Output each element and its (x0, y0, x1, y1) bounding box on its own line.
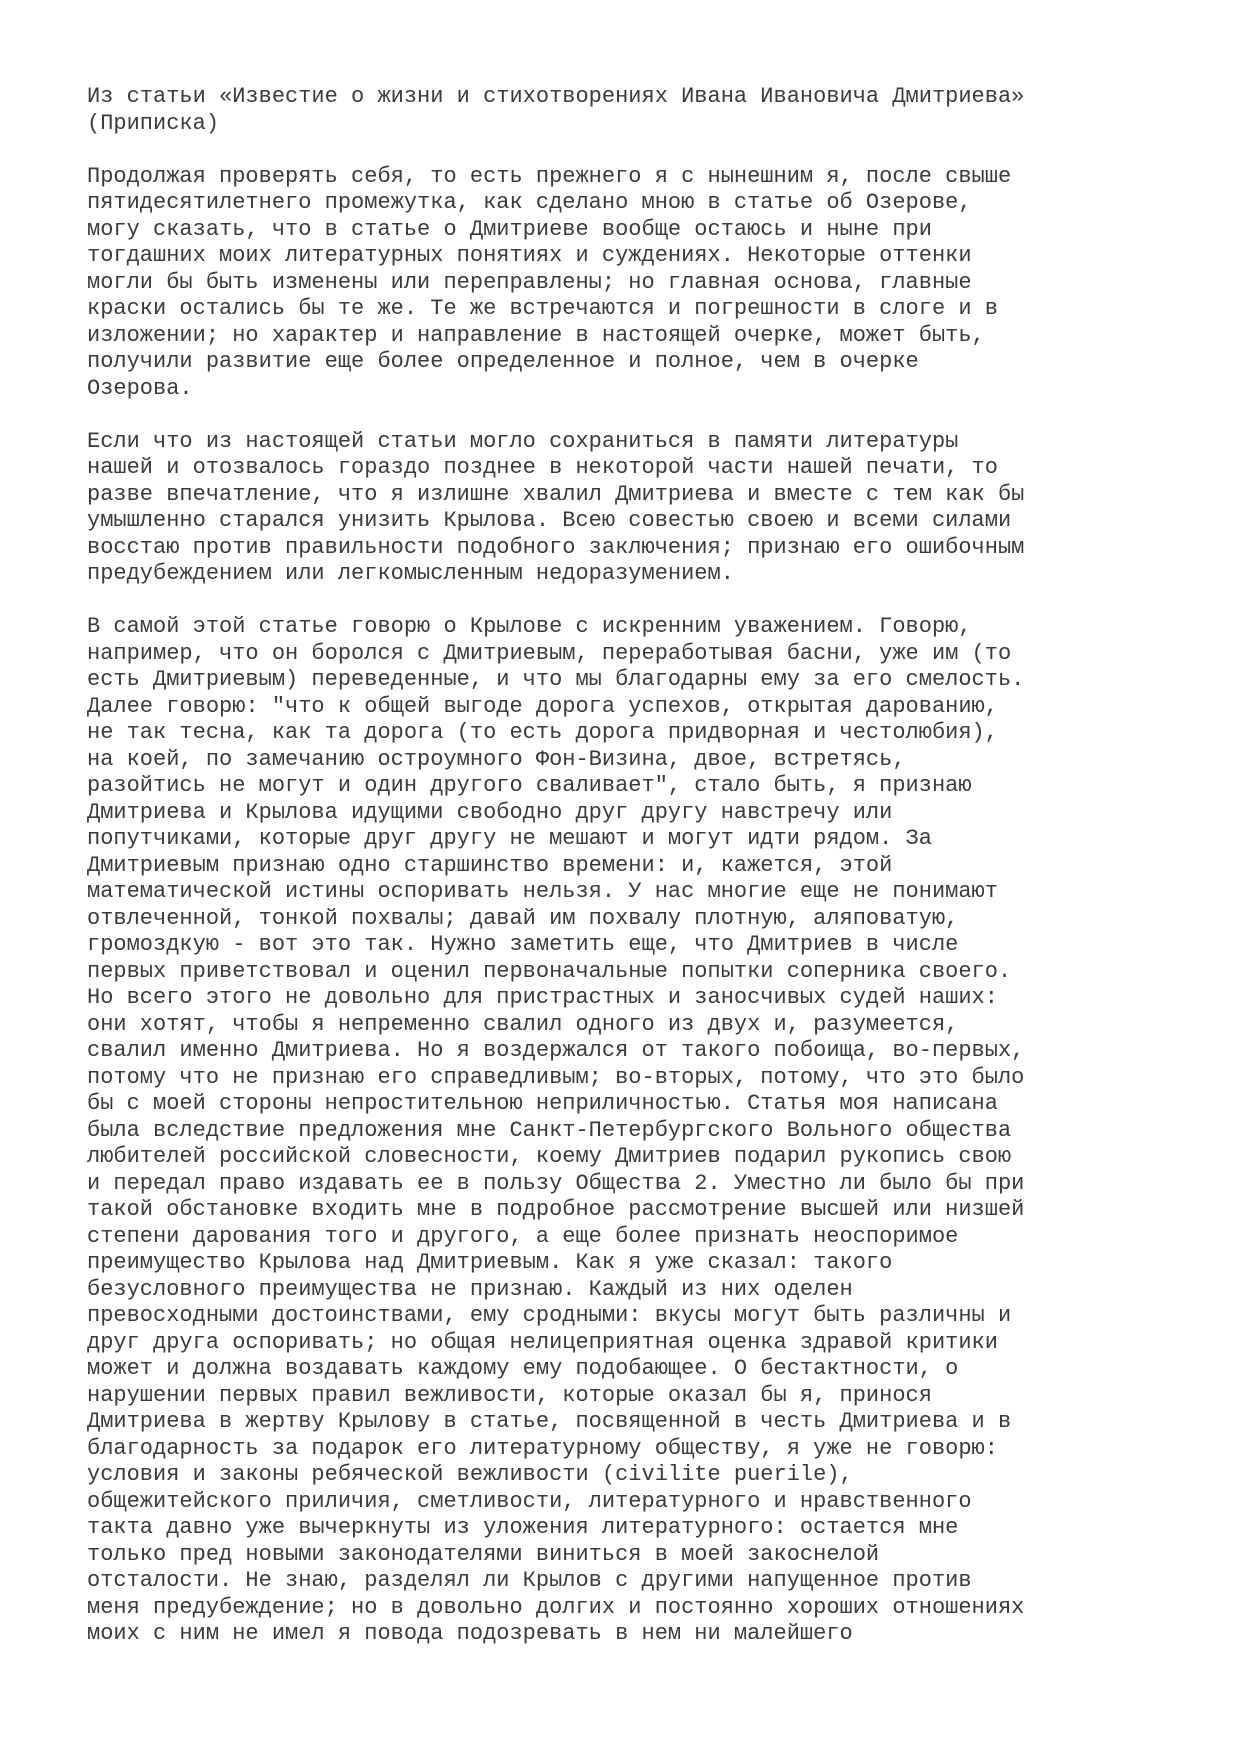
paragraph-1: Продолжая проверять себя, то есть прежнего я с нынешним я, после свыше пятидесятилетнего промежутка, как сделано мною в статье об Озерове, могу сказать, что в статье о Дмитриеве вообще остаюсь и ныне при тогдашних моих литературных понятиях и суждениях. Некоторые оттенки могли бы быть изменены или переправлены; но главная основа, главные краски остались бы те же. Те же встречаются и погрешности в слоге и в изложении; но характер и направление в настоящей очерке, может быть, получили развитие еще более определенное и полное, чем в очерке Озерова. (87, 163, 1012, 401)
paragraph-2: Если что из настоящей статьи могло сохраниться в памяти литературы нашей и отозвалось гораздо позднее в некоторой части нашей печати, то разве впечатление, что я излишне хвалил Дмитриева и вместе с тем как бы умышленно старался унизить Крылова. Всею совестью своею и всеми силами восстаю против правильности подобного заключения; признаю его ошибочным предубеждением или легкомысленным недоразумением. (87, 428, 1025, 586)
document-title: Из статьи «Известие о жизни и стихотворениях Ивана Ивановича Дмитриева» (Приписка) (87, 84, 1025, 136)
document-body (87, 84, 1197, 1648)
paragraph-3: В самой этой статье говорю о Крылове с искренним уважением. Говорю, например, что он боролся с Дмитриевым, переработывая басни, уже им (то есть Дмитриевым) переведенные, и что мы благодарны ему за его смелость. Далее говорю: "что к общей выгоде дорога успехов, открытая дарованию, не так тесна, как та дорога (то есть дорога придворная и честолюбия), на коей, по замечанию остроумного Фон-Визина, двое, встретясь, разойтись не могут и один другого сваливает", стало быть, я признаю Дмитриева и Крылова идущими свободно друг другу навстречу или попутчиками, которые друг другу не мешают и могут идти рядом. За Дмитриевым признаю одно старшинство времени: и, кажется, этой математической истины оспоривать нельзя. У нас многие еще не понимают отвлеченной, тонкой похвалы; давай им похвалу плотную, аляповатую, громоздкую - вот это так. Нужно заметить еще, что Дмитриев в числе первых приветствовал и оценил первоначальные попытки соперника своего. Но всего этого не довольно для пристрастных и заносчивых судей наших: они хотят, чтобы я непременно свалил одного из двух и, разумеется, свалил именно Дмитриева. Но я воздержался от такого побоища, во-первых, потому что не признаю его справедливым; во-вторых, потому, что это было бы с моей стороны непростительною неприличностью. Статья моя написана была вследствие предложения мне Санкт-Петербургского Вольного общества любителей российской словесности, коему Дмитриев подарил рукопись свою и передал право издавать ее в пользу Общества 2. Уместно ли было бы при такой обстановке входить мне в подробное рассмотрение высшей или низшей степени дарования того и другого, а еще более признать неоспоримое преимущество Крылова над Дмитриевым. Как я уже сказал: такого безусловного преимущества не признаю. Каждый из них оделен превосходными достоинствами, ему сродными: вкусы могут быть различны и друг друга оспоривать; но общая нелицеприятная оценка здравой критики может и должна воздавать каждому ему подобающее. О бестактности, о нарушении первых правил вежливости, которые оказал бы я, принося Дмитриева в жертву Крылову в статье, посвященной в честь Дмитриева и в благодарность за подарок его литературному обществу, я уже не говорю: условия и законы ребяческой вежливости (civilite puerile), общежитейского приличия, сметливости, литературного и нравственного такта давно уже вычеркнуты из уложения литературного: остается мне только пред новыми законодателями виниться в моей закоснелой отсталости. Не знаю, разделял ли Крылов с другими напущенное против меня предубеждение; но в довольно долгих и постоянно хороших отношениях моих с ним не имел я повода подозревать в нем ни малейшего (87, 614, 1025, 1646)
